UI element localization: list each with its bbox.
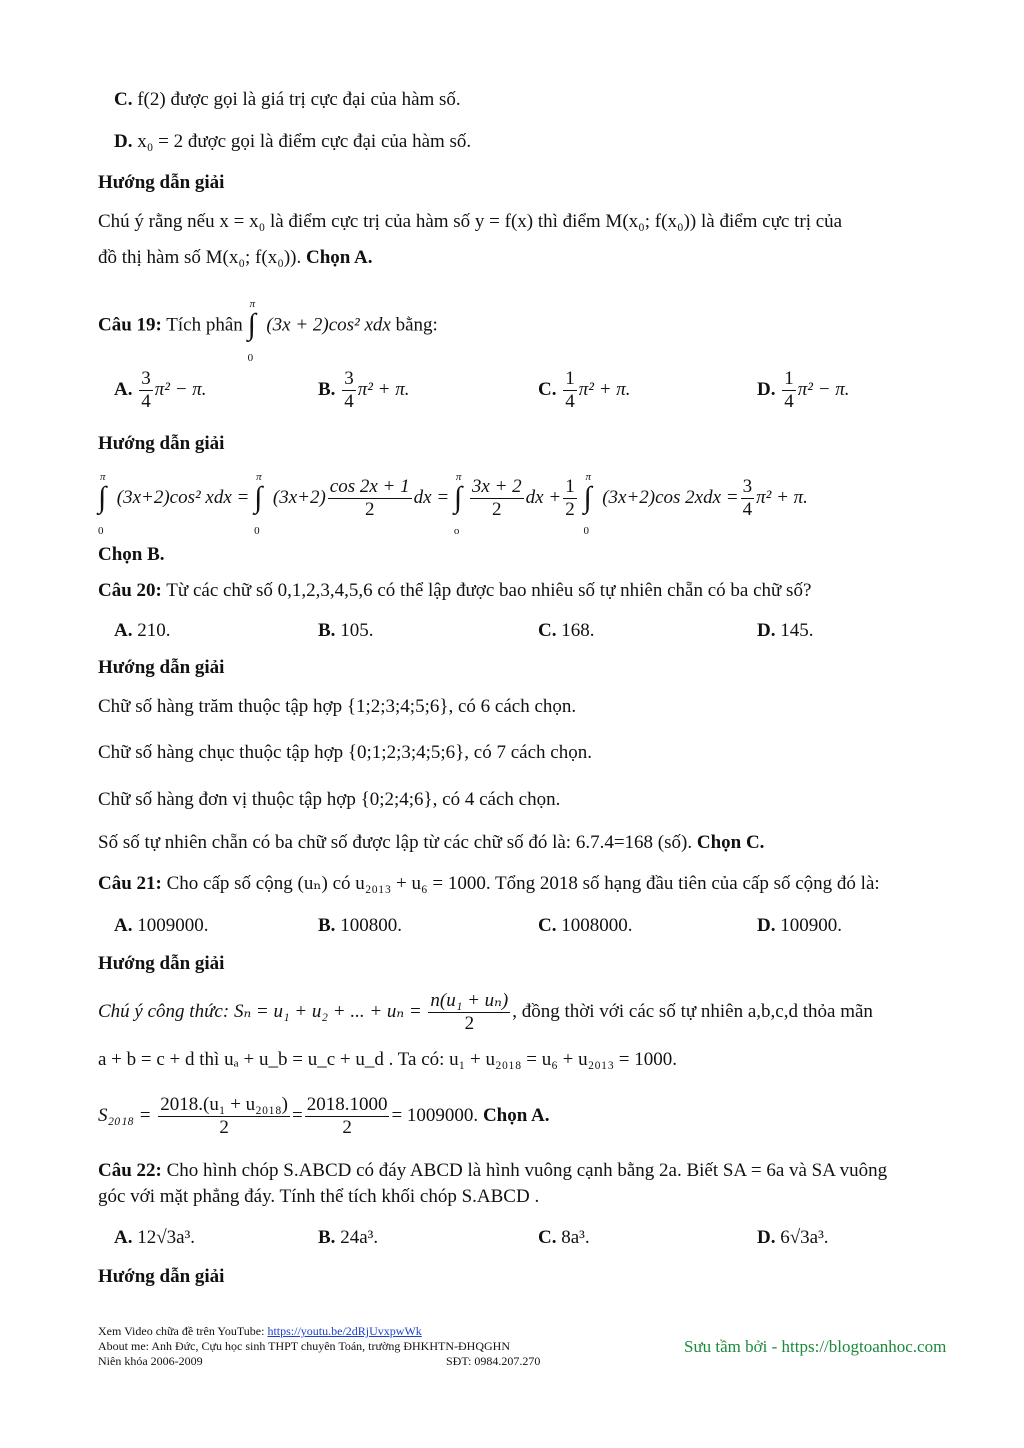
fraction: $\frac{3}{4}$ bbox=[742, 476, 753, 520]
q18-guide-heading: Hướng dẫn giải bbox=[98, 172, 225, 193]
answer-choice: Chọn C. bbox=[696, 832, 765, 853]
q18-solution-line-1: Chú ý rằng nếu x = x₀ là điểm cực trị của hàm số y = f(x) thì điểm M(x₀; f(x₀)) là điểm cực trị của bbox=[98, 211, 843, 232]
integral-sign: ∫ π 0 bbox=[98, 470, 107, 537]
option-label: C. bbox=[114, 89, 133, 110]
footer-credit-link[interactable]: Sưu tầm bởi - https://blogtoanhoc.com bbox=[684, 1337, 947, 1356]
solution-text: đồ thị hàm số M(x₀; f(x₀)). bbox=[98, 247, 302, 268]
integral-sign: ∫ π 0 bbox=[247, 298, 256, 364]
q20-solution-line-3: Chữ số hàng đơn vị thuộc tập hợp {0;2;4;6}, có 4 cách chọn. bbox=[98, 789, 561, 810]
question-label: Câu 22: bbox=[98, 1160, 162, 1181]
youtube-link[interactable]: https://youtu.be/2dRjUvxpwWk bbox=[267, 1324, 422, 1338]
integral-sign: ∫ π o bbox=[453, 470, 463, 537]
footer-video-line: Xem Video chữa đề trên YouTube: https://youtu.be/2dRjUvxpwWk bbox=[98, 1324, 422, 1338]
q18-solution-line-2 bbox=[98, 246, 373, 270]
q22-question-line-2: góc với mặt phẳng đáy. Tính thể tích khối chóp S.ABCD . bbox=[98, 1186, 540, 1207]
q19-option-b: B. $\frac{3}{4}$ π² + π. bbox=[318, 368, 410, 412]
q21-guide-heading: Hướng dẫn giải bbox=[98, 953, 225, 974]
fraction: $\frac{3x + 2}{2}$ bbox=[471, 476, 522, 520]
q20-solution-line-1: Chữ số hàng trăm thuộc tập hợp {1;2;3;4;5;6}, có 6 cách chọn. bbox=[98, 696, 577, 717]
q20-option-a: A. 210. bbox=[114, 620, 171, 641]
q20-solution-line-2: Chữ số hàng chục thuộc tập hợp {0;1;2;3;4;5;6}, có 7 cách chọn. bbox=[98, 742, 592, 763]
question-text: bằng: bbox=[395, 314, 438, 336]
q22-option-c: C. 8a³. bbox=[538, 1227, 590, 1248]
q20-solution-line-4: Số số tự nhiên chẵn có ba chữ số được lập từ các chữ số đó là: 6.7.4=168 (số). Chọn C. bbox=[98, 832, 765, 853]
q19-option-d: D. $\frac{1}{4}$ π² − π. bbox=[757, 368, 850, 412]
fraction: $\frac{1}{4}$ bbox=[565, 368, 575, 412]
q19-guide-heading: Hướng dẫn giải bbox=[98, 433, 225, 454]
q21-solution-line-1: Chú ý công thức: Sₙ = u₁ + u₂ + ... + uₙ = $\frac{\text{n(u₁ + uₙ)}}{2}$ , đồng thời với các số tự nhiên a,b,c,d thỏa mãn bbox=[98, 990, 873, 1034]
fraction: $\frac{\text{n(u₁ + uₙ)}}{2}$ bbox=[430, 990, 509, 1034]
q21-question bbox=[98, 872, 880, 896]
answer-choice: Chọn A. bbox=[305, 247, 373, 268]
question-label: Câu 19: bbox=[98, 314, 162, 336]
q21-solution-line-3: S₂₀₁₈ = $\frac{\text{2018.(u₁ + u₂₀₁₈)}}{2}$ = $\frac{2018.1000}{2}$ = 1009000. Chọn A. bbox=[98, 1094, 550, 1138]
footer-about: About me: Anh Đức, Cựu học sinh THPT chuyên Toán, trường ĐHKHTN-ĐHQGHN bbox=[98, 1339, 510, 1353]
fraction: $\frac{3}{4}$ bbox=[344, 368, 354, 412]
q22-question-line-1 bbox=[98, 1159, 887, 1183]
q20-option-b: B. 105. bbox=[318, 620, 374, 641]
q18-option-c bbox=[114, 88, 461, 112]
question-text: Cho cấp số cộng (uₙ) có u₂₀₁₃ + u₆ = 1000. Tổng 2018 số hạng đầu tiên của cấp số cộng đó là: bbox=[166, 873, 880, 894]
q22-option-a: A. 12√3a³. bbox=[114, 1227, 196, 1248]
question-label: Câu 20: bbox=[98, 580, 162, 601]
integrand: (3x + 2)cos² xdx bbox=[266, 314, 391, 336]
q20-option-d: D. 145. bbox=[757, 620, 814, 641]
q21-option-b: B. 100800. bbox=[318, 915, 402, 936]
q22-guide-heading: Hướng dẫn giải bbox=[98, 1266, 225, 1287]
answer-choice: Chọn A. bbox=[482, 1104, 550, 1126]
q19-option-a: A. $\frac{3}{4}$ π² − π. bbox=[114, 368, 207, 412]
fraction: $\frac{2018.1000}{2}$ bbox=[306, 1094, 388, 1138]
q21-option-a: A. 1009000. bbox=[114, 915, 209, 936]
q19-answer-choice: Chọn B. bbox=[98, 544, 165, 565]
footer-phone: SĐT: 0984.207.270 bbox=[446, 1354, 541, 1368]
q22-option-d: D. 6√3a³. bbox=[757, 1227, 829, 1248]
q19-question bbox=[98, 298, 438, 364]
q20-option-c: C. 168. bbox=[538, 620, 595, 641]
q19-option-c: C. $\frac{1}{4}$ π² + π. bbox=[538, 368, 631, 412]
q21-option-d: D. 100900. bbox=[757, 915, 842, 936]
question-text: Cho hình chóp S.ABCD có đáy ABCD là hình vuông cạnh bằng 2a. Biết SA = 6a và SA vuông bbox=[166, 1160, 888, 1181]
option-label: D. bbox=[114, 131, 133, 152]
fraction: $\frac{1}{4}$ bbox=[784, 368, 794, 412]
q22-option-b: B. 24a³. bbox=[318, 1227, 379, 1248]
q18-option-d bbox=[114, 130, 471, 154]
option-text: x₀ = 2 được gọi là điểm cực đại của hàm số. bbox=[137, 131, 472, 152]
q21-solution-line-2: a + b = c + d thì uₐ + u_b = u_c + u_d . Ta có: u₁ + u₂₀₁₈ = u₆ + u₂₀₁₃ = 1000. bbox=[98, 1049, 678, 1070]
option-text: f(2) được gọi là giá trị cực đại của hàm số. bbox=[137, 89, 461, 110]
fraction: $\frac{3}{4}$ bbox=[141, 368, 151, 412]
fraction: $\frac{\text{2018.(u₁ + u₂₀₁₈)}}{2}$ bbox=[160, 1094, 288, 1138]
q21-option-c: C. 1008000. bbox=[538, 915, 633, 936]
question-label: Câu 21: bbox=[98, 873, 162, 894]
fraction: $\frac{\cos 2x + 1}{2}$ bbox=[329, 476, 410, 520]
question-text: Từ các chữ số 0,1,2,3,4,5,6 có thể lập được bao nhiêu số tự nhiên chẵn có ba chữ số? bbox=[166, 580, 812, 601]
q19-solution-equation: ∫ π 0 (3x+2)cos² xdx = ∫ π 0 (3x+2) $\frac{\cos 2x + 1}{2}$ dx = ∫ π o $\frac{3x + 2}{2}$ dx + $\frac{1}{2}$ ∫ π 0 (3x+2)cos 2xdx = $\frac{3}{4}$ π² + π. bbox=[98, 470, 808, 537]
footer-years: Niên khóa 2006-2009 bbox=[98, 1354, 203, 1368]
integral-sign: ∫ π 0 bbox=[583, 470, 592, 537]
q20-question bbox=[98, 579, 811, 603]
fraction: $\frac{1}{2}$ bbox=[565, 476, 575, 520]
integral-sign: ∫ π 0 bbox=[254, 470, 263, 537]
question-text: Tích phân bbox=[166, 314, 243, 336]
q20-guide-heading: Hướng dẫn giải bbox=[98, 657, 225, 678]
